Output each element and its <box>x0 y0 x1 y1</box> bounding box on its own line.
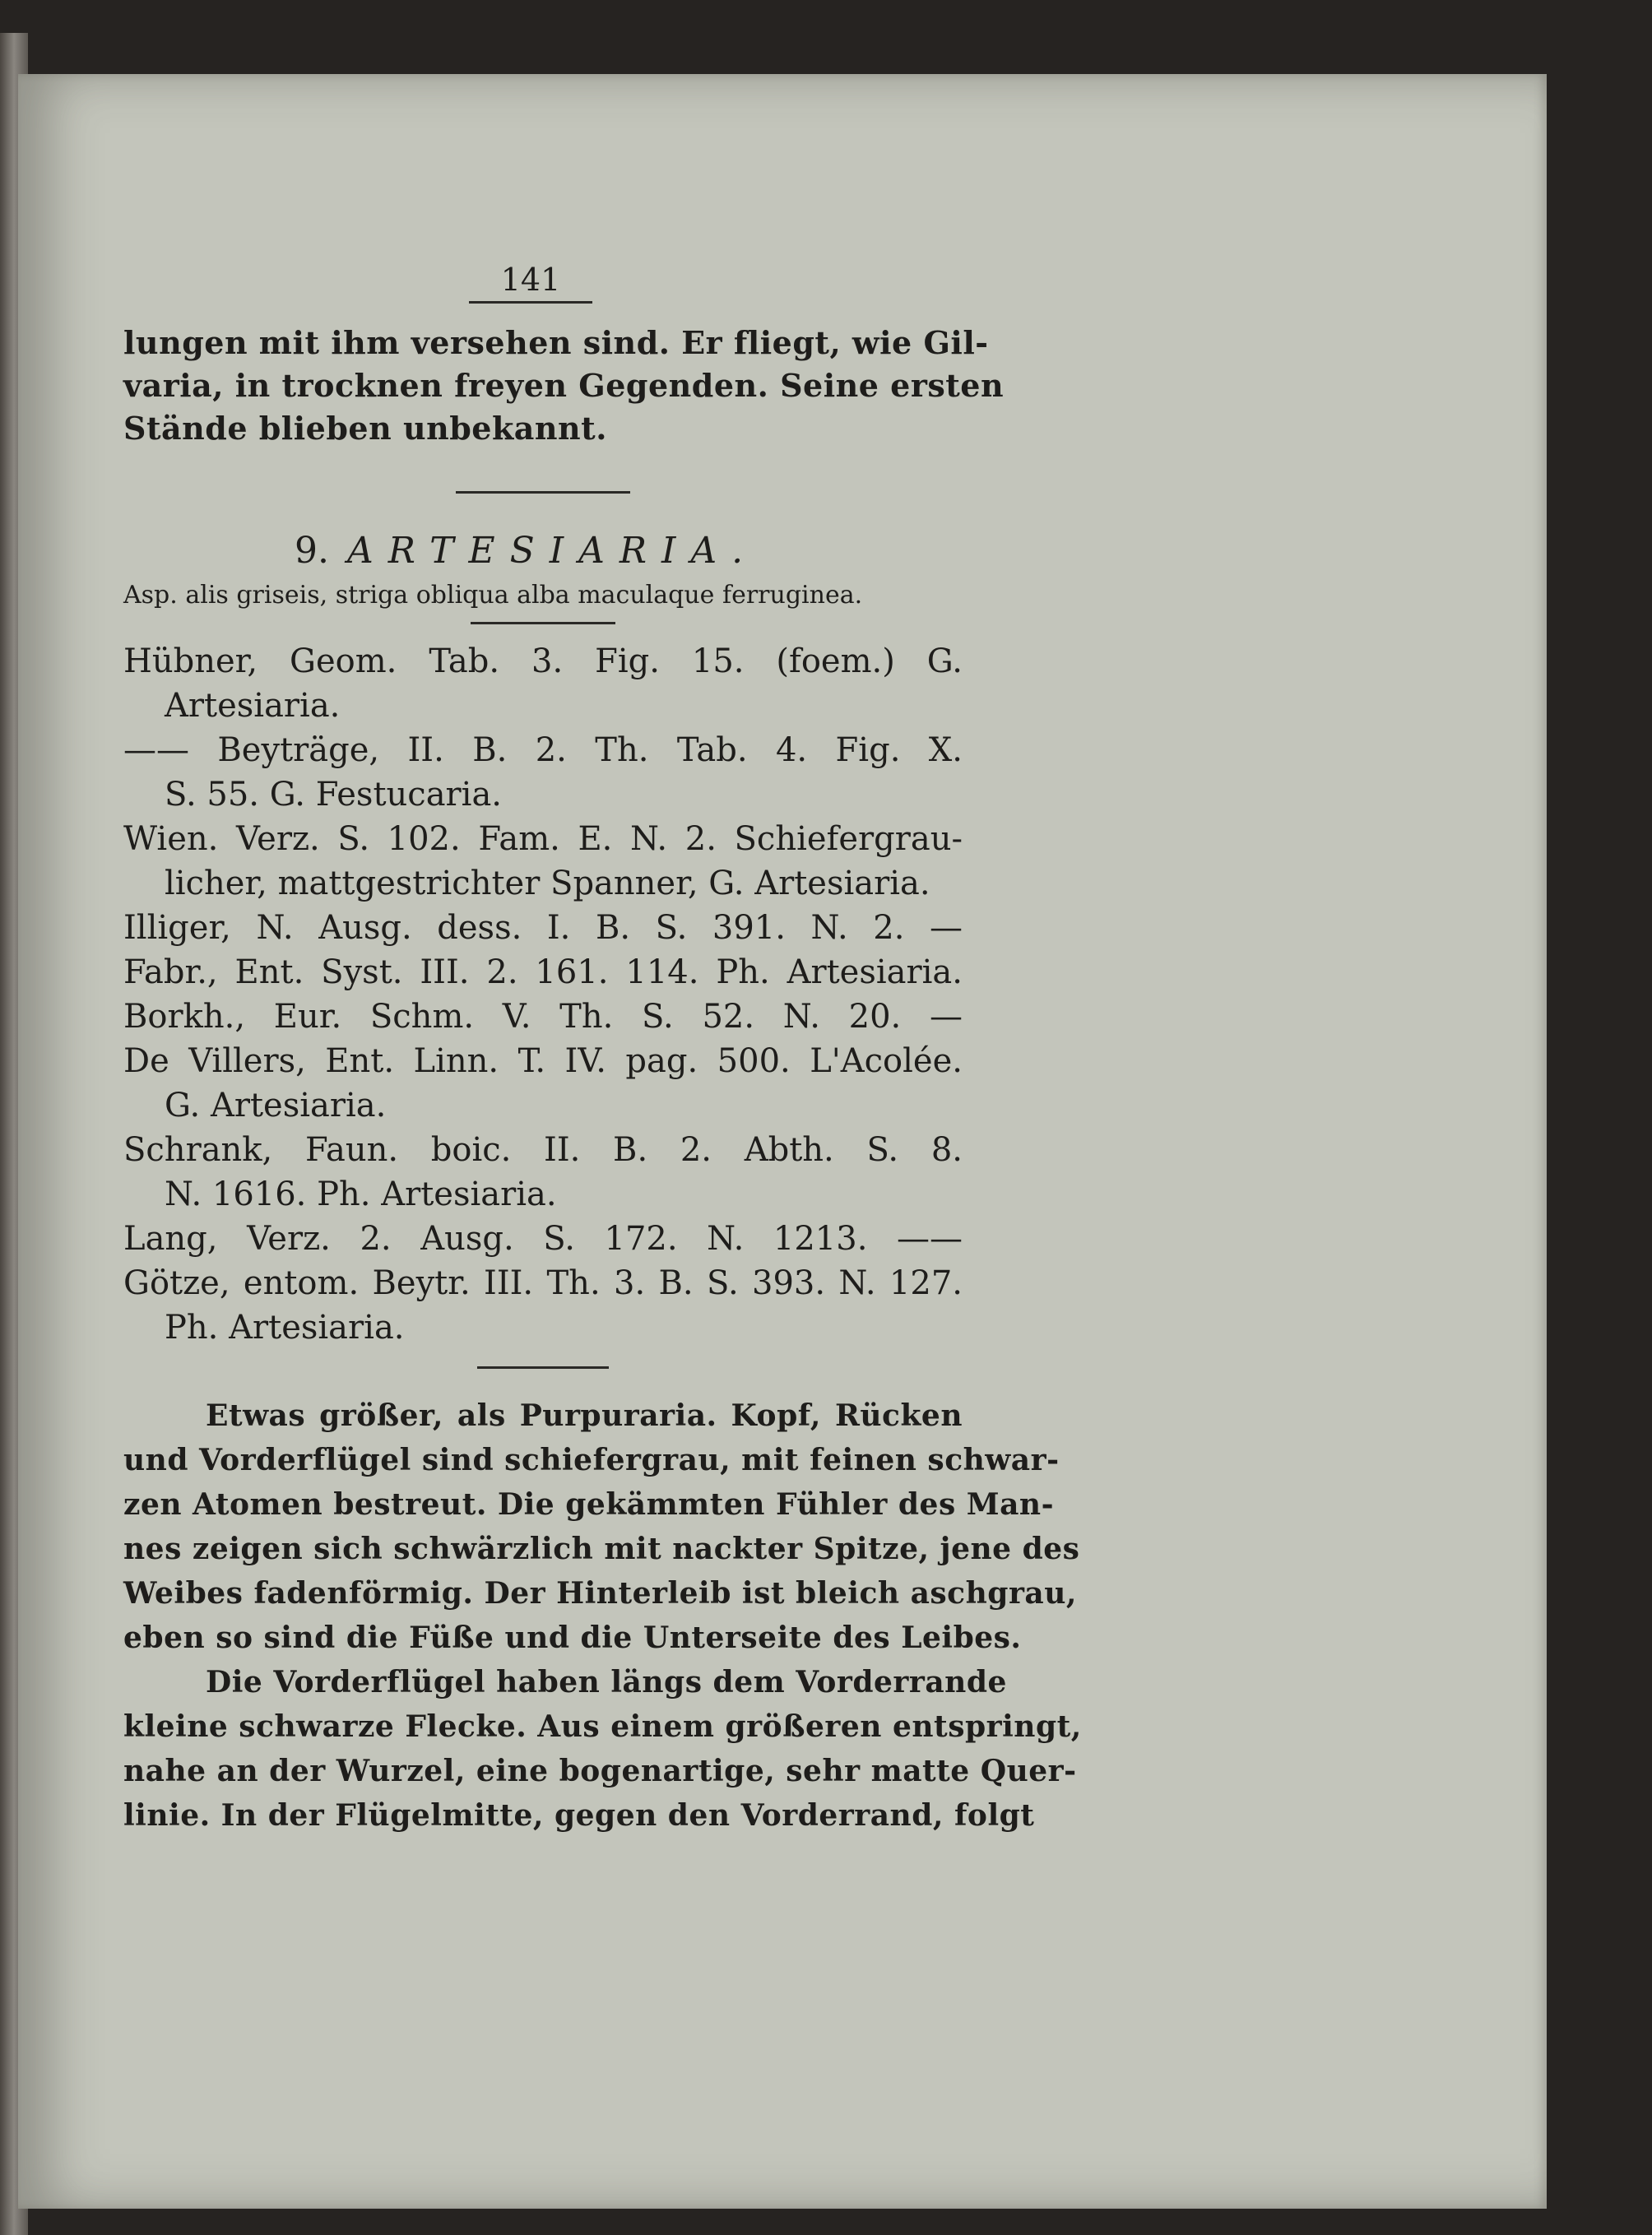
description-line: Die Vorderflügel haben längs dem Vorderrande <box>206 1665 1007 1699</box>
reference-line: Hübner, Geom. Tab. 3. Fig. 15. (foem.) G. <box>123 642 963 680</box>
reference-line: Fabr., Ent. Syst. III. 2. 161. 114. Ph. Artesiaria. <box>123 953 963 991</box>
references-list <box>123 639 963 1350</box>
reference-line: —— Beyträge, II. B. 2. Th. Tab. 4. Fig. X. <box>123 731 963 769</box>
intro-line-1: lungen mit ihm versehen sind. Er fliegt, wie Gil- <box>123 324 989 361</box>
description-line: nahe an der Wurzel, eine bogenartige, sehr matte Quer- <box>123 1754 1077 1788</box>
species-diagnosis: Asp. alis griseis, striga obliqua alba maculaque ferruginea. <box>123 581 863 610</box>
reference-line: Schrank, Faun. boic. II. B. 2. Abth. S. 8. <box>123 1131 963 1169</box>
reference-line: De Villers, Ent. Linn. T. IV. pag. 500. L'Acolée. <box>123 1042 963 1080</box>
reference-line: Borkh., Eur. Schm. V. Th. S. 52. N. 20. — <box>123 998 963 1036</box>
reference-line: Götze, entom. Beytr. III. Th. 3. B. S. 393. N. 127. <box>123 1264 963 1302</box>
description-line: linie. In der Flügelmitte, gegen den Vorderrand, folgt <box>123 1798 1035 1833</box>
species-number: 9. <box>295 530 329 572</box>
reference-line: Artesiaria. <box>165 687 341 725</box>
description-line: und Vorderflügel sind schiefergrau, mit feinen schwar- <box>123 1443 1060 1477</box>
description-line: zen Atomen bestreut. Die gekämmten Fühler des Man- <box>123 1487 1055 1522</box>
reference-line: Lang, Verz. 2. Ausg. S. 172. N. 1213. —— <box>123 1220 963 1258</box>
page-text-block <box>123 262 1082 1838</box>
species-name: ARTESIARIA. <box>346 530 759 572</box>
species-heading <box>123 528 963 574</box>
reference-line: N. 1616. Ph. Artesiaria. <box>165 1175 557 1213</box>
description-line: nes zeigen sich schwärzlich mit nackter Spitze, jene des <box>123 1532 1080 1566</box>
reference-line: Illiger, N. Ausg. dess. I. B. S. 391. N. 2. — <box>123 909 963 947</box>
page-number: 141 <box>469 262 592 304</box>
reference-line: licher, mattgestrichter Spanner, G. Artesiaria. <box>165 865 930 902</box>
reference-line: Ph. Artesiaria. <box>165 1309 405 1347</box>
description-line: eben so sind die Füße und die Unterseite des Leibes. <box>123 1621 1022 1655</box>
description-line: Weibes fadenförmig. Der Hinterleib ist bleich aschgrau, <box>123 1576 1077 1611</box>
book-page <box>18 74 1547 2209</box>
description-text <box>123 1393 1082 1838</box>
reference-line: G. Artesiaria. <box>165 1087 387 1124</box>
reference-line: Wien. Verz. S. 102. Fam. E. N. 2. Schiefergrau- <box>123 820 963 858</box>
reference-line: S. 55. G. Festucaria. <box>165 776 503 814</box>
intro-line-3: Stände blieben unbekannt. <box>123 410 607 447</box>
intro-line-2: varia, in trocknen freyen Gegenden. Seine ersten <box>123 367 1005 404</box>
description-line: kleine schwarze Flecke. Aus einem größeren entspringt, <box>123 1709 1082 1744</box>
description-line: Etwas größer, als Purpuraria. Kopf, Rücken <box>206 1398 963 1433</box>
